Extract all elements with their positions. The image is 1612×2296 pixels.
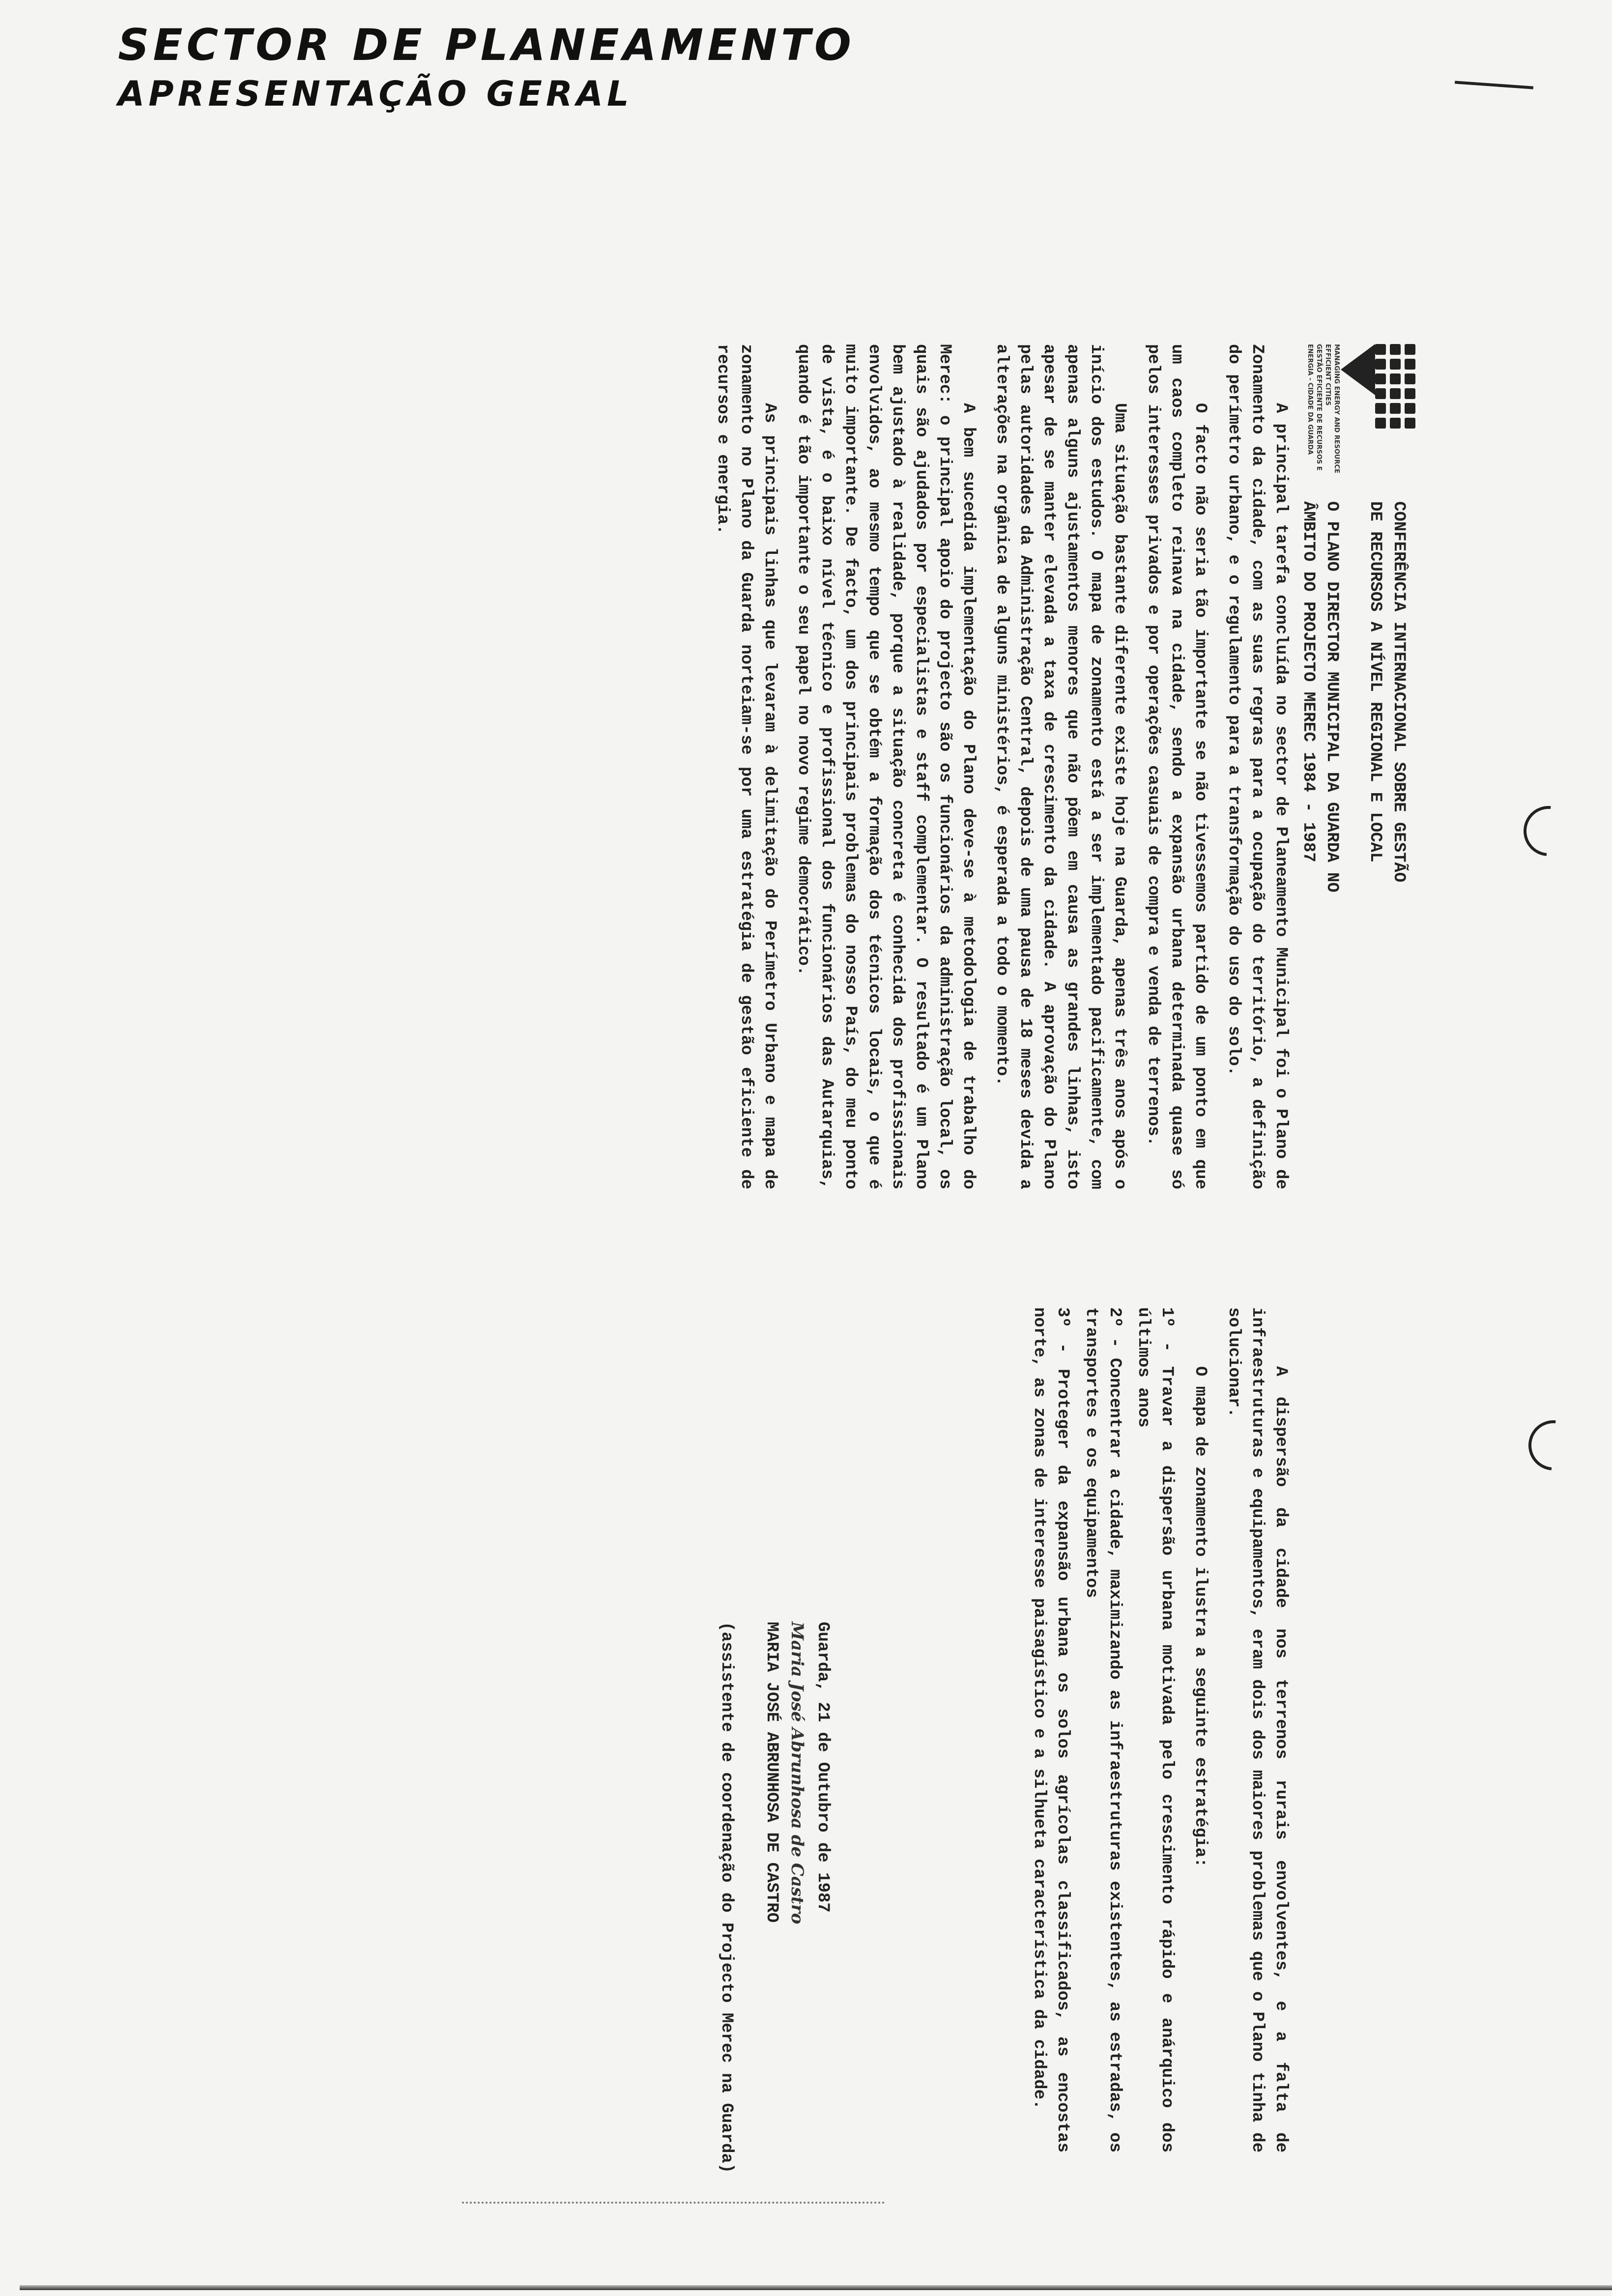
right-column [1022, 1307, 1293, 2152]
signatory-name: MARIA JOSÉ ABRUNHOSA DE CASTRO [762, 1622, 781, 1923]
merec-logo-grid-icon [1375, 344, 1415, 491]
title-line: O PLANO DIRECTOR MUNICIPAL DA GUARDA NO [1323, 501, 1341, 892]
place-date: Guarda, 21 de Outubro de 1987 [813, 1622, 832, 1913]
paragraph: A principal tarefa concluída no sector de Planeamento Municipal foi o Plano de Zonamento da cidade, com as suas regras para a ocupação do território, a definição do perímetro urbano, e o regulamento para a transformação do uso do solo. [1224, 344, 1290, 1189]
document-title [1296, 501, 1410, 1288]
title-line: CONFERÊNCIA INTERNACIONAL SOBRE GESTÃO [1389, 501, 1408, 883]
paragraph: A dispersão da cidade nos terrenos rurais envolventes, e a falta de infraestruturas e equipamentos, eram dois dos maiores problemas que o Plano tinha de solucionar. [1224, 1307, 1290, 2152]
left-column [701, 344, 1293, 1189]
logo-caption: MANAGING ENERGY AND RESOURCE EFFICIENT CITIES [1324, 344, 1340, 474]
scan-dotted-line [462, 2202, 885, 2204]
merec-logo [1305, 344, 1415, 491]
pen-mark [1455, 81, 1533, 89]
paragraph: O facto não seria tão importante se não tivessemos partido de um ponto em que um caos completo reinava na cidade, sendo a expansão urbana determinada quase só pelos interesses privados e por operações casuais de compra e venda de terrenos. [1144, 344, 1209, 1189]
handwritten-subheading: APRESENTAÇÃO GERAL [118, 74, 633, 114]
paragraph: A bem sucedida implementação do Plano deve-se à metodologia de trabalho do Merec: o principal apoio do projecto são os funcionários da administração local, os quais são ajudados por especialistas e staff complementar. O resultado é um Plano bem ajustado à realidade, porque a situação concreta é conhecida dos profissionais envolvidos, ao mesmo tempo que se obtém a formação dos técnicos locais, o que é muito importante. De facto, um dos principais problemas do nosso País, do meu ponto de vista, é o baixo nível técnico e profissional dos funcionários das Autarquias, quando é tão importante o seu papel no novo regime democrático. [794, 344, 978, 1189]
binder-hole-mark [1518, 1410, 1589, 1481]
typed-document-page [138, 344, 1415, 2261]
list-item: 2º - Concentrar a cidade, maximizando as infraestruturas existentes, as estradas, os transportes e os equipamentos [1082, 1307, 1124, 2152]
title-line: DE RECURSOS A NÍVEL REGIONAL E LOCAL [1366, 501, 1384, 862]
list-item: 1º - Travar a dispersão urbana motivada pelo crescimento rápido e anárquico dos últimos anos [1134, 1307, 1176, 2152]
logo-caption: GESTÃO EFICIENTE DE RECURSOS E ENERGIA - CIDADE DA GUARDA [1306, 344, 1323, 471]
signatory-role: (assistente de coordenação do Projecto Merec na Guarda) [717, 1622, 736, 2174]
handwritten-heading: SECTOR DE PLANEAMENTO [118, 20, 855, 70]
title-line: ÂMBITO DO PROJECTO MEREC 1984 - 1987 [1299, 501, 1318, 862]
handwritten-signature: Maria José Abrunhosa de Castro [787, 1622, 807, 1924]
paragraph: Uma situação bastante diferente existe hoje na Guarda, apenas três anos após o início dos estudos. O mapa de zonamento está a ser implementado pacificamente, com apenas alguns ajustamentos menores que não põem em causa as grandes linhas, isto apesar de se manter elevada a taxa de crescimento da cidade. A aprovação do Plano pelas autoridades da Administração Central, depois de uma pausa de 18 meses devida a alterações na orgânica de alguns ministérios, é esperada a todo o momento. [992, 344, 1129, 1189]
merec-logo-triangle-icon [1341, 344, 1375, 395]
list-item: 3º - Proteger da expansão urbana os solos agrícolas classificados, as encostas norte, as zonas de interesse paisagístico e a silhueta característica da cidade. [1030, 1307, 1072, 2152]
binder-hole-mark [1513, 796, 1584, 866]
scan-edge-line [20, 2285, 1612, 2290]
strategy-list [1027, 1307, 1179, 2152]
signature-block [714, 1622, 835, 2261]
paragraph: O mapa de zonamento ilustra a seguinte estratégia: [1191, 1366, 1209, 1868]
paragraph: As principais linhas que levaram à delimitação do Perímetro Urbano e mapa de zonamento no Plano da Guarda norteiam-se por uma estratégia de gestão eficiente de recursos e energia. [713, 344, 779, 1189]
